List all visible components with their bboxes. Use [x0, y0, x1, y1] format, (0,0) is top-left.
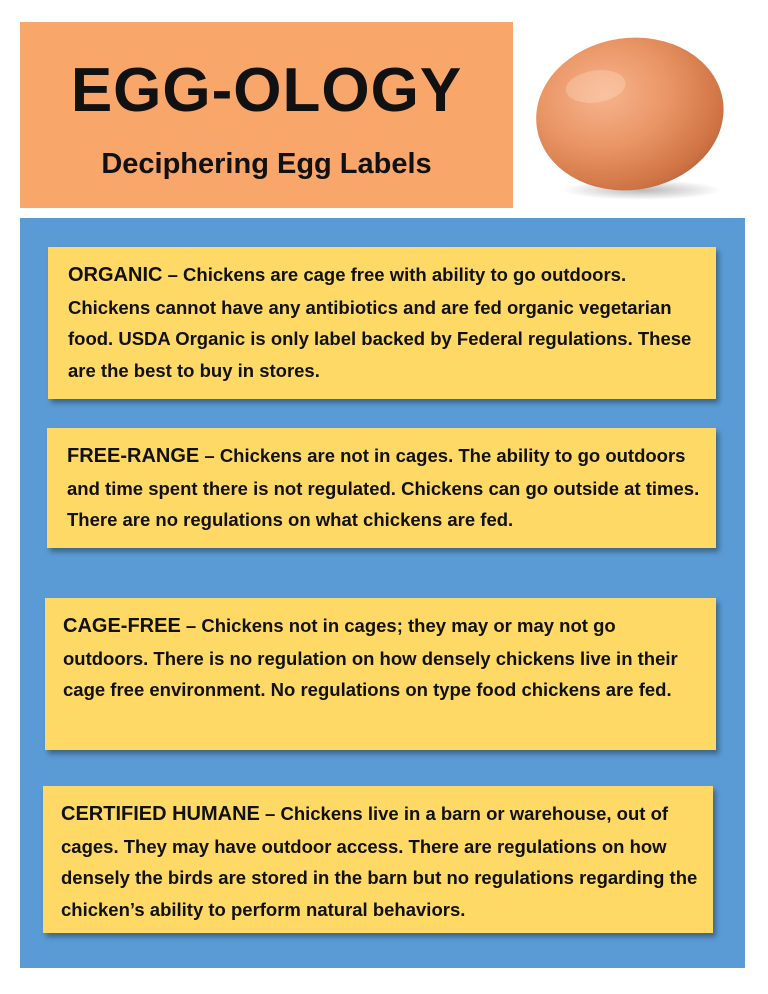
label-separator: –: [199, 445, 220, 466]
page-subtitle: Deciphering Egg Labels: [101, 148, 432, 180]
header-banner: [20, 22, 513, 208]
label-term: CERTIFIED HUMANE: [61, 803, 260, 825]
label-card-free-range: [47, 428, 716, 548]
label-separator: –: [162, 264, 184, 285]
label-term: FREE-RANGE: [67, 445, 200, 467]
label-card-cage-free: [45, 598, 716, 750]
page-title: EGG-OLOGY: [70, 56, 463, 125]
label-description: Chickens are cage free with ability to go outdoors. Chickens cannot have any antibiotics and are fed organic vegetarian food. USDA Organic is only label backed by Federal regulations. These are the best to buy in stores.: [68, 264, 692, 381]
label-card-organic: [48, 247, 716, 399]
label-term: ORGANIC: [68, 264, 163, 286]
label-description: Chickens not in cages; they may or may not go outdoors. There is no regulation on how densely chickens live in their cage free environment. No regulations on type food chickens are fed.: [63, 615, 678, 700]
label-term: CAGE-FREE: [63, 615, 181, 637]
label-separator: –: [180, 615, 202, 636]
label-card-certified-humane: [43, 786, 713, 933]
label-description: Chickens are not in cages. The ability to go outdoors and time spent there is not regulated. Chickens can go outside at times. There are no regulations on what chickens are fed.: [67, 445, 700, 530]
label-description: Chickens live in a barn or warehouse, out of cages. They may have outdoor access. There are regulations on how densely the birds are stored in the barn but no regulations regarding the chicken’s ability to perform natural behaviors.: [61, 803, 698, 920]
label-separator: –: [259, 803, 281, 824]
brown-egg-icon: [530, 30, 735, 205]
